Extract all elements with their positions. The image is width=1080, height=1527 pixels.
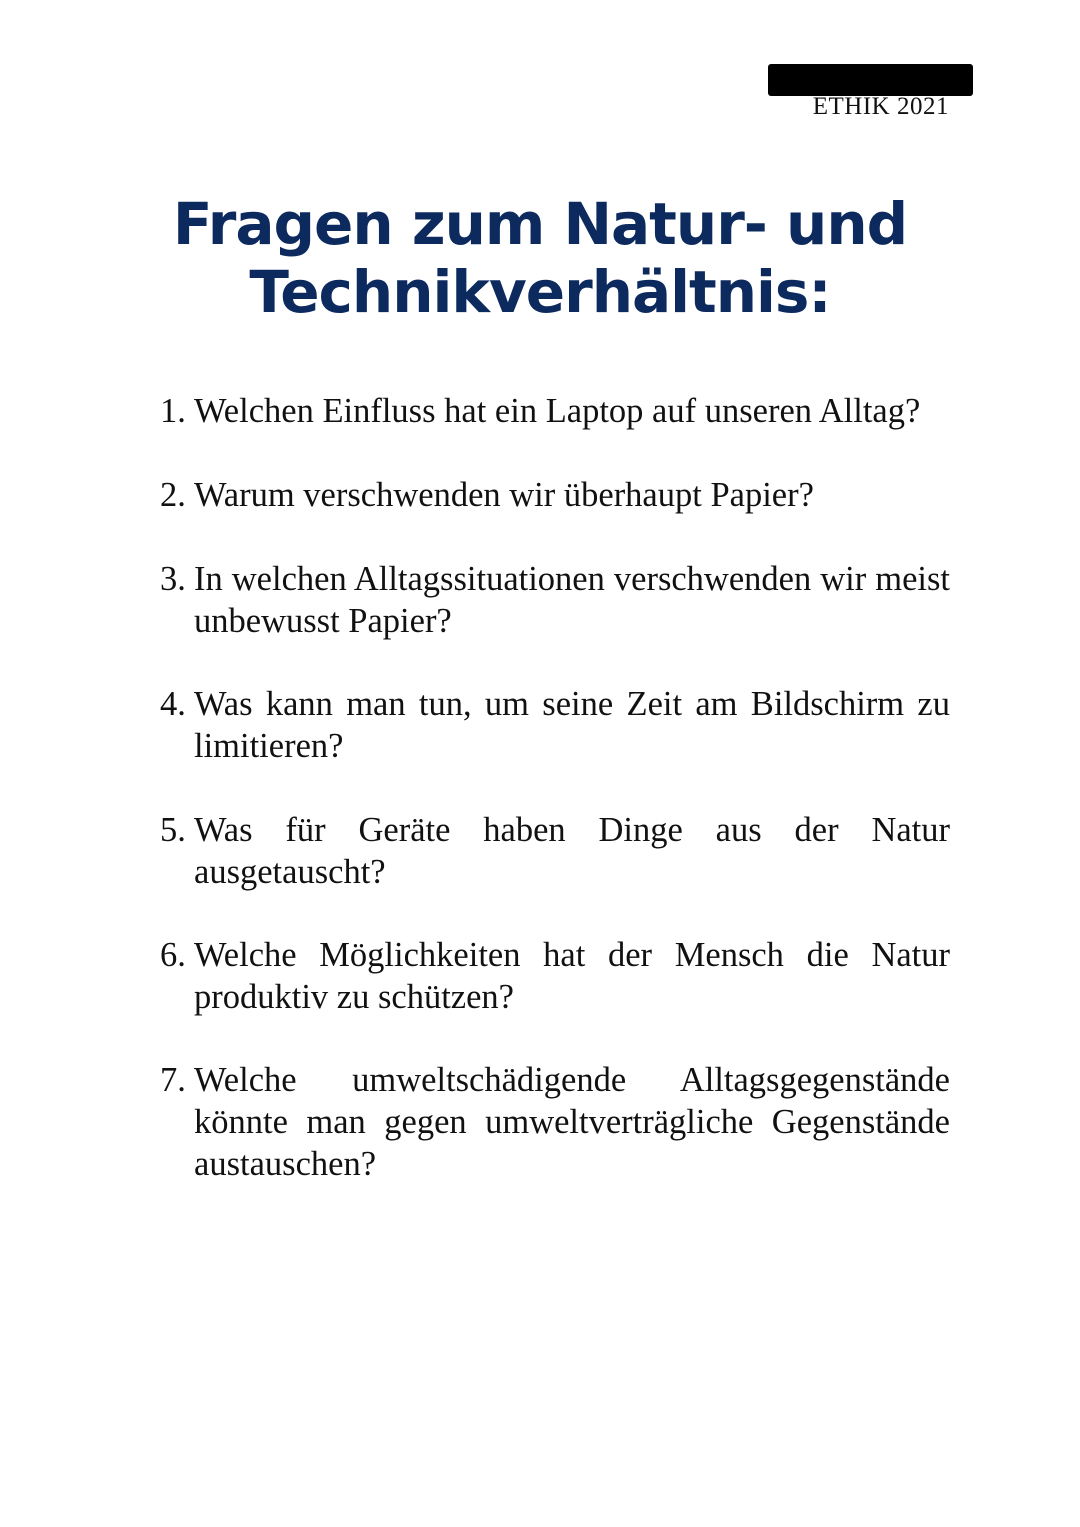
question-number: 2. [160, 476, 186, 514]
question-text: In welchen Alltagssituationen verschwenden wir meist unbewusst Papier? [194, 560, 950, 640]
question-text: Welchen Einfluss hat ein Laptop auf unseren Alltag? [194, 392, 921, 430]
question-text: Was kann man tun, um seine Zeit am Bildschirm zu limitieren? [194, 685, 950, 765]
question-number: 4. [160, 685, 186, 723]
question-number: 7. [160, 1061, 186, 1099]
question-text: Welche Möglichkeiten hat der Mensch die Natur produktiv zu schützen? [194, 936, 950, 1016]
course-tag: ETHIK 2021 [812, 93, 949, 120]
question-text: Warum verschwenden wir überhaupt Papier? [194, 476, 814, 514]
question-item [160, 934, 950, 1018]
question-item [160, 558, 950, 642]
page-title [100, 190, 980, 326]
question-number: 1. [160, 392, 186, 430]
question-number: 6. [160, 936, 186, 974]
question-item [160, 683, 950, 767]
question-number: 5. [160, 811, 186, 849]
page-title-line-1: Fragen zum Natur- und [172, 190, 908, 258]
question-item [160, 809, 950, 893]
page-title-line-2: Technikverhältnis: [249, 258, 831, 326]
redaction-bar [768, 64, 973, 96]
question-number: 3. [160, 560, 186, 598]
question-item [160, 390, 950, 432]
question-text: Welche umweltschädigende Alltagsgegenstände könnte man gegen umweltverträgliche Gegenstände austauschen? [194, 1061, 950, 1183]
question-text: Was für Geräte haben Dinge aus der Natur ausgetauscht? [194, 811, 950, 891]
question-item [160, 474, 950, 516]
question-item [160, 1059, 950, 1185]
